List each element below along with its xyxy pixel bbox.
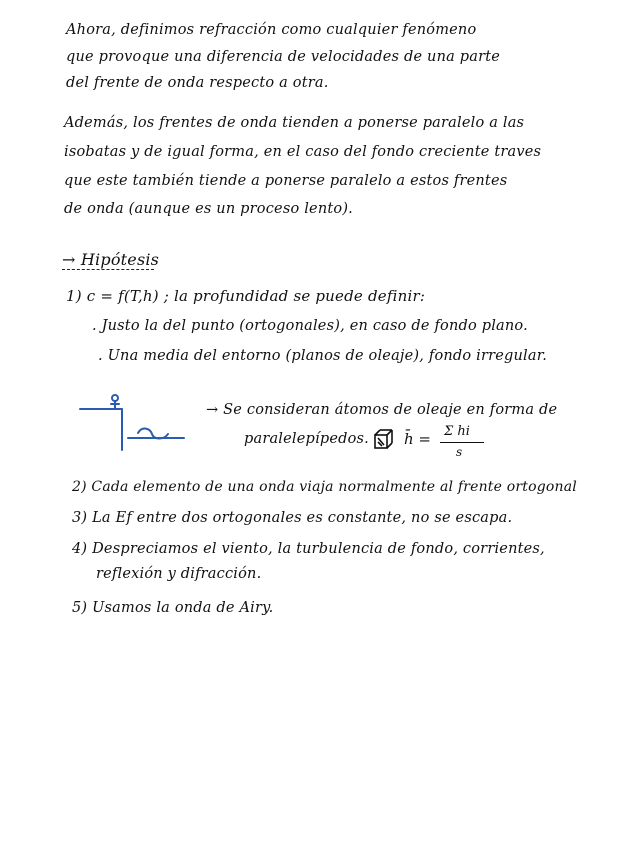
para1-line3: del frente de onda respecto a otra. bbox=[66, 75, 329, 91]
formula-lhs: h̄ = bbox=[404, 430, 431, 448]
para1-line1: Ahora, definimos refracción como cualquier fenómeno bbox=[66, 22, 477, 38]
formula-denominator: s bbox=[456, 445, 463, 459]
para2-line1: Además, los frentes de onda tienden a ponerse paralelo a las bbox=[64, 115, 525, 131]
hypotheses-title-text: Hipótesis bbox=[80, 250, 160, 269]
hypothesis-5: 5) Usamos la onda de Airy. bbox=[72, 600, 274, 616]
hypothesis-1-a: . Justo la del punto (ortogonales), en caso de fondo plano. bbox=[92, 318, 528, 334]
para2-line4: de onda (aunque es un proceso lento). bbox=[64, 201, 353, 217]
para2-line3: que este también tiende a ponerse paralelo a estos frentes bbox=[64, 173, 508, 189]
formula-bar bbox=[440, 442, 484, 443]
title-underline bbox=[62, 269, 154, 270]
sketch-note-1: Se consideran átomos de oleaje en forma de bbox=[223, 402, 558, 418]
parallelepiped-icon bbox=[372, 428, 394, 450]
sketch-note-2: paralelepípedos. bbox=[244, 431, 369, 447]
hypothesis-4-line2: reflexión y difracción. bbox=[96, 566, 262, 582]
hypothesis-4-line1: 4) Despreciamos el viento, la turbulencia de fondo, corrientes, bbox=[72, 541, 545, 557]
sketch-note-line1: → Se consideran átomos de oleaje en forma de bbox=[206, 402, 558, 418]
depth-sketch-icon bbox=[78, 392, 198, 454]
hypothesis-3: 3) La Ef entre dos ortogonales es constante, no se escapa. bbox=[72, 510, 513, 526]
hypothesis-2: 2) Cada elemento de una onda viaja normalmente al frente ortogonal bbox=[72, 479, 577, 495]
hypothesis-1-b: . Una media del entorno (planos de oleaje), fondo irregular. bbox=[98, 348, 548, 364]
para2-line2: isobatas y de igual forma, en el caso del fondo creciente traves bbox=[64, 144, 542, 160]
formula-numerator: Σ hi bbox=[444, 424, 470, 439]
para1-line2: que provoque una diferencia de velocidades de una parte bbox=[66, 49, 501, 65]
hypotheses-title: → Hipótesis bbox=[62, 250, 160, 269]
hypothesis-1: 1) c = f(T,h) ; la profundidad se puede definir: bbox=[66, 287, 426, 305]
